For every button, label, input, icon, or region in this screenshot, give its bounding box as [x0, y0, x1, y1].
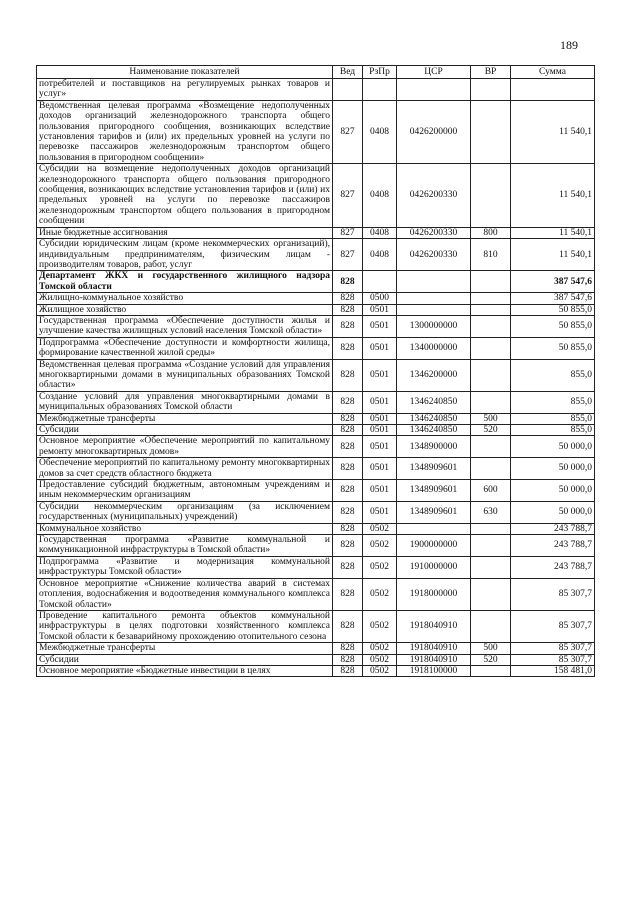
cell-name: Основное мероприятие «Бюджетные инвестиции в целях [37, 665, 333, 676]
cell-vr [471, 304, 511, 315]
cell-sum: 855,0 [511, 359, 595, 391]
cell-ved: 828 [333, 293, 363, 304]
header-csr: ЦСР [397, 66, 471, 79]
table-row [37, 391, 595, 413]
table-row [37, 458, 595, 480]
header-rzpr: РзПр [363, 66, 397, 79]
cell-vr [471, 359, 511, 391]
cell-vr: 520 [471, 425, 511, 436]
cell-sum: 855,0 [511, 391, 595, 413]
cell-sum: 855,0 [511, 413, 595, 424]
cell-sum: 85 307,7 [511, 578, 595, 610]
cell-name: Субсидии [37, 425, 333, 436]
cell-name: Ведомственная целевая программа «Возмещение недополученных доходов организаций железнодорожного транспорта общего пользования пригородного сообщения, возникающих вследствие установления тарифов и (или) их предельных уровней на услуги по перевозке пассажиров железнодорожным транспортом общего пользования в пригородном сообщении» [37, 100, 333, 163]
cell-sum: 855,0 [511, 425, 595, 436]
cell-vr: 800 [471, 227, 511, 238]
table-row [37, 578, 595, 610]
cell-csr [397, 293, 471, 304]
header-sum: Сумма [511, 66, 595, 79]
cell-name: Жилищное хозяйство [37, 304, 333, 315]
cell-name: Основное мероприятие «Обеспечение мероприятий по капитальному ремонту многоквартирных домов» [37, 436, 333, 458]
table-row [37, 480, 595, 502]
cell-rzpr: 0502 [363, 643, 397, 654]
cell-rzpr: 0408 [363, 100, 397, 163]
cell-rzpr: 0502 [363, 535, 397, 557]
cell-rzpr [363, 79, 397, 101]
cell-csr: 1346240850 [397, 391, 471, 413]
table-row [37, 643, 595, 654]
table-row [37, 501, 595, 523]
cell-vr [471, 271, 511, 293]
cell-ved: 828 [333, 556, 363, 578]
cell-sum: 85 307,7 [511, 643, 595, 654]
table-row [37, 535, 595, 557]
cell-ved: 828 [333, 391, 363, 413]
cell-name: Субсидии на возмещение недополученных доходов организаций железнодорожного транспорта общего пользования пригородного сообщения, возникающих вследствие установления тарифов и (или) их предельных уровней на услуги по перевозке пассажиров железнодорожным транспортом общего пользования в пригородном сообщении [37, 164, 333, 227]
cell-name: Ведомственная целевая программа «Создание условий для управления многоквартирными домами в муниципальных образованиях Томской области» [37, 359, 333, 391]
cell-ved: 828 [333, 458, 363, 480]
cell-name: Проведение капитального ремонта объектов коммунальной инфраструктуры в целях подготовки хозяйственного комплекса Томской области к безаварийному прохождению отопительного сезона [37, 610, 333, 642]
cell-ved: 828 [333, 436, 363, 458]
cell-csr: 1348909601 [397, 501, 471, 523]
cell-rzpr: 0501 [363, 425, 397, 436]
cell-sum: 11 540,1 [511, 164, 595, 227]
cell-ved: 827 [333, 227, 363, 238]
cell-rzpr: 0502 [363, 665, 397, 676]
cell-rzpr: 0501 [363, 359, 397, 391]
cell-rzpr: 0501 [363, 304, 397, 315]
cell-sum: 50 000,0 [511, 480, 595, 502]
cell-ved: 828 [333, 425, 363, 436]
table-row [37, 100, 595, 163]
cell-vr [471, 164, 511, 227]
cell-rzpr: 0501 [363, 391, 397, 413]
cell-name: Обеспечение мероприятий по капитальному ремонту многоквартирных домов за счет средств областного бюджета [37, 458, 333, 480]
cell-rzpr: 0408 [363, 164, 397, 227]
cell-ved: 827 [333, 239, 363, 271]
table-row [37, 425, 595, 436]
cell-rzpr [363, 271, 397, 293]
table-row [37, 304, 595, 315]
cell-name: Жилищно-коммунальное хозяйство [37, 293, 333, 304]
cell-csr: 1348909601 [397, 458, 471, 480]
cell-name: Коммунальное хозяйство [37, 523, 333, 534]
table-row [37, 556, 595, 578]
cell-sum: 85 307,7 [511, 610, 595, 642]
cell-name: Иные бюджетные ассигнования [37, 227, 333, 238]
cell-sum: 243 788,7 [511, 535, 595, 557]
cell-csr [397, 304, 471, 315]
cell-sum: 11 540,1 [511, 227, 595, 238]
cell-vr [471, 523, 511, 534]
cell-ved: 828 [333, 665, 363, 676]
header-name: Наименование показателей [37, 66, 333, 79]
cell-csr [397, 79, 471, 101]
cell-csr: 1918040910 [397, 610, 471, 642]
cell-name: Субсидии некоммерческим организациям (за исключением государственных (муниципальных) учреждений) [37, 501, 333, 523]
cell-ved: 828 [333, 413, 363, 424]
cell-ved: 828 [333, 271, 363, 293]
budget-table [36, 65, 595, 677]
cell-ved: 828 [333, 523, 363, 534]
cell-ved: 828 [333, 501, 363, 523]
cell-ved: 828 [333, 578, 363, 610]
cell-sum: 50 855,0 [511, 304, 595, 315]
table-row [37, 654, 595, 665]
cell-csr: 1346200000 [397, 359, 471, 391]
cell-sum [511, 79, 595, 101]
cell-csr: 1300000000 [397, 315, 471, 337]
cell-ved: 828 [333, 315, 363, 337]
cell-vr: 630 [471, 501, 511, 523]
cell-sum: 11 540,1 [511, 100, 595, 163]
cell-name: Субсидии юридическим лицам (кроме некоммерческих организаций), индивидуальным предпринимателям, физическим лицам - производителям товаров, работ, услуг [37, 239, 333, 271]
cell-rzpr: 0501 [363, 315, 397, 337]
cell-ved: 828 [333, 610, 363, 642]
table-row [37, 413, 595, 424]
cell-vr [471, 458, 511, 480]
cell-vr [471, 315, 511, 337]
cell-ved: 828 [333, 359, 363, 391]
cell-ved: 828 [333, 304, 363, 315]
cell-ved: 827 [333, 164, 363, 227]
cell-ved: 828 [333, 643, 363, 654]
table-row [37, 164, 595, 227]
cell-name: Подпрограмма «Развитие и модернизация коммунальной инфраструктуры Томской области» [37, 556, 333, 578]
cell-rzpr: 0501 [363, 436, 397, 458]
cell-sum: 11 540,1 [511, 239, 595, 271]
cell-rzpr: 0501 [363, 413, 397, 424]
table-body [37, 79, 595, 677]
cell-csr: 1348909601 [397, 480, 471, 502]
table-row [37, 359, 595, 391]
table-row [37, 610, 595, 642]
cell-vr [471, 100, 511, 163]
cell-vr [471, 293, 511, 304]
cell-ved: 827 [333, 100, 363, 163]
cell-name: Предоставление субсидий бюджетным, автономным учреждениям и иным некоммерческим организациям [37, 480, 333, 502]
cell-name: Департамент ЖКХ и государственного жилищного надзора Томской области [37, 271, 333, 293]
cell-vr [471, 556, 511, 578]
cell-vr: 600 [471, 480, 511, 502]
cell-sum: 243 788,7 [511, 556, 595, 578]
cell-ved [333, 79, 363, 101]
cell-sum: 387 547,6 [511, 293, 595, 304]
cell-sum: 50 000,0 [511, 501, 595, 523]
cell-csr: 1918100000 [397, 665, 471, 676]
cell-ved: 828 [333, 535, 363, 557]
cell-csr: 1918000000 [397, 578, 471, 610]
cell-rzpr: 0501 [363, 501, 397, 523]
table-row [37, 436, 595, 458]
cell-vr: 810 [471, 239, 511, 271]
cell-vr [471, 610, 511, 642]
cell-vr: 500 [471, 643, 511, 654]
cell-vr: 500 [471, 413, 511, 424]
cell-rzpr: 0502 [363, 610, 397, 642]
table-row [37, 271, 595, 293]
table-row [37, 523, 595, 534]
table-header-row [37, 66, 595, 79]
table-row [37, 665, 595, 676]
cell-csr: 1348900000 [397, 436, 471, 458]
cell-name: Основное мероприятие «Снижение количества аварий в системах отопления, водоснабжения и водоотведения коммунального комплекса Томской области» [37, 578, 333, 610]
cell-sum: 50 000,0 [511, 436, 595, 458]
table-row [37, 239, 595, 271]
cell-csr [397, 271, 471, 293]
cell-vr [471, 578, 511, 610]
cell-rzpr: 0501 [363, 458, 397, 480]
cell-vr [471, 436, 511, 458]
cell-vr: 520 [471, 654, 511, 665]
cell-csr: 0426200000 [397, 100, 471, 163]
cell-sum: 50 855,0 [511, 337, 595, 359]
cell-csr: 0426200330 [397, 227, 471, 238]
table-row [37, 227, 595, 238]
cell-rzpr: 0502 [363, 578, 397, 610]
cell-rzpr: 0408 [363, 239, 397, 271]
cell-csr: 1910000000 [397, 556, 471, 578]
cell-csr: 1900000000 [397, 535, 471, 557]
cell-csr: 1340000000 [397, 337, 471, 359]
page-number: 189 [560, 38, 578, 52]
header-vr: ВР [471, 66, 511, 79]
cell-sum: 158 481,0 [511, 665, 595, 676]
cell-name: Субсидии [37, 654, 333, 665]
cell-sum: 243 788,7 [511, 523, 595, 534]
table-row [37, 337, 595, 359]
table-row [37, 79, 595, 101]
cell-rzpr: 0502 [363, 556, 397, 578]
cell-name: потребителей и поставщиков на регулируемых рынках товаров и услуг» [37, 79, 333, 101]
cell-rzpr: 0500 [363, 293, 397, 304]
table-row [37, 293, 595, 304]
cell-rzpr: 0502 [363, 654, 397, 665]
cell-rzpr: 0501 [363, 480, 397, 502]
cell-ved: 828 [333, 337, 363, 359]
cell-sum: 50 000,0 [511, 458, 595, 480]
cell-name: Создание условий для управления многоквартирными домами в муниципальных образованиях Томской области [37, 391, 333, 413]
cell-csr: 1346240850 [397, 413, 471, 424]
cell-csr: 0426200330 [397, 239, 471, 271]
cell-rzpr: 0501 [363, 337, 397, 359]
cell-rzpr: 0502 [363, 523, 397, 534]
cell-name: Межбюджетные трансферты [37, 413, 333, 424]
cell-sum: 387 547,6 [511, 271, 595, 293]
table-row [37, 315, 595, 337]
cell-name: Государственная программа «Обеспечение доступности жилья и улучшение качества жилищных условий населения Томской области» [37, 315, 333, 337]
cell-rzpr: 0408 [363, 227, 397, 238]
cell-vr [471, 391, 511, 413]
cell-sum: 85 307,7 [511, 654, 595, 665]
header-ved: Вед [333, 66, 363, 79]
cell-vr [471, 337, 511, 359]
cell-name: Государственная программа «Развитие коммунальной и коммуникационной инфраструктуры в Томской области» [37, 535, 333, 557]
cell-csr [397, 523, 471, 534]
cell-sum: 50 855,0 [511, 315, 595, 337]
cell-vr [471, 665, 511, 676]
cell-ved: 828 [333, 480, 363, 502]
cell-csr: 0426200330 [397, 164, 471, 227]
cell-vr [471, 535, 511, 557]
cell-csr: 1346240850 [397, 425, 471, 436]
cell-vr [471, 79, 511, 101]
cell-name: Подпрограмма «Обеспечение доступности и комфортности жилища, формирование качественной жилой среды» [37, 337, 333, 359]
cell-csr: 1918040910 [397, 643, 471, 654]
cell-ved: 828 [333, 654, 363, 665]
cell-csr: 1918040910 [397, 654, 471, 665]
cell-name: Межбюджетные трансферты [37, 643, 333, 654]
